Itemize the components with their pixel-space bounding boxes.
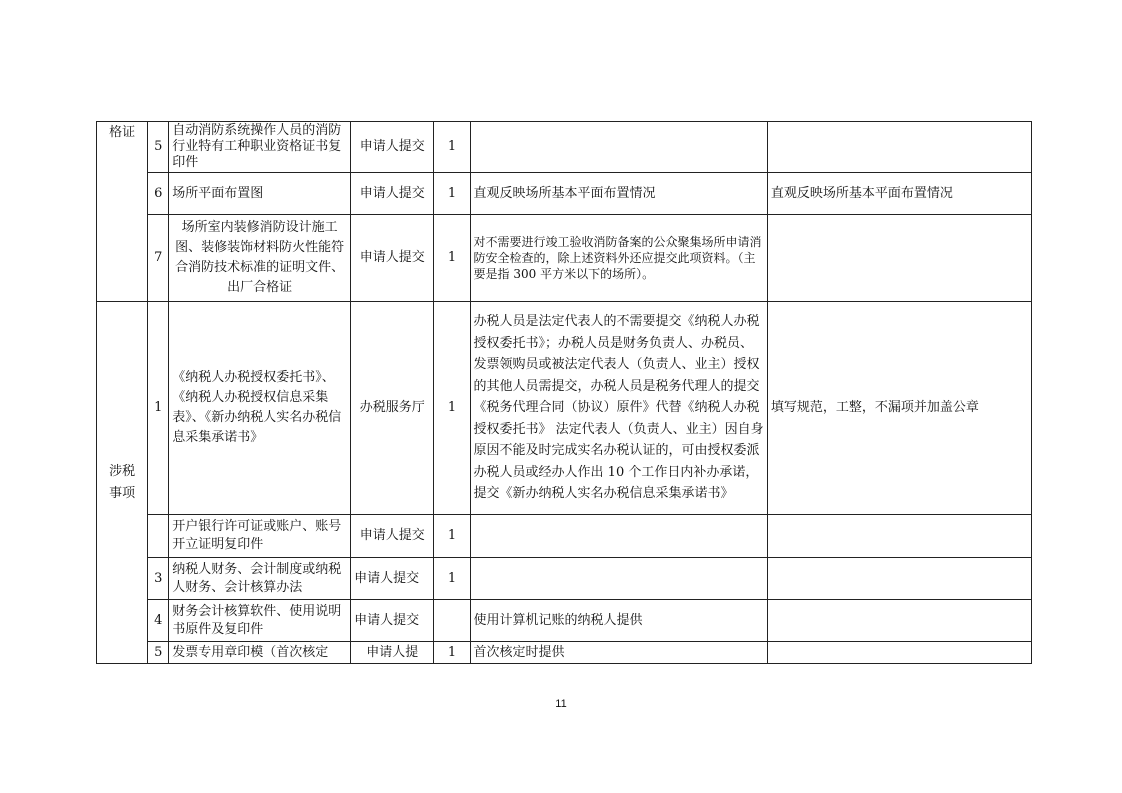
page-number: 11 [555, 698, 567, 710]
table-row [97, 558, 1032, 600]
material-requirement [767, 558, 1031, 600]
row-number: 6 [148, 173, 169, 215]
material-note [470, 515, 767, 558]
table-row [97, 173, 1032, 215]
material-requirement [767, 515, 1031, 558]
materials-table [96, 121, 1032, 664]
material-name: 场所室内装修消防设计施工图、装修装饰材料防火性能符合消防技术标准的证明文件、出厂合格证 [169, 215, 351, 302]
table-row [97, 600, 1032, 642]
material-name: 《纳税人办税授权委托书》、《纳税人办税授权信息采集表》、《新办纳税人实名办税信息采集承诺书》 [169, 302, 351, 515]
row-number: 5 [148, 122, 169, 173]
table-row [97, 302, 1032, 515]
material-name: 财务会计核算软件、使用说明书原件及复印件 [169, 600, 351, 642]
material-note: 办税人员是法定代表人的不需要提交《纳税人办税授权委托书》；办税人员是财务负责人、办税员、发票领购员或被法定代表人（负责人、业主）授权的其他人员需提交，办税人员是税务代理人的提交《税务代理合同（协议）原件》代替《纳税人办税授权委托书》 法定代表人（负责人、业主）因自身原因不能及时完成实名办税认证的，可由授权委派办税人员或经办人作出 10 个工作日内补办承诺，提交《新办纳税人实名办税信息采集承诺书》 [470, 302, 767, 515]
copy-count: 1 [434, 302, 470, 515]
copy-count: 1 [434, 173, 470, 215]
material-requirement [767, 122, 1031, 173]
row-number: 5 [148, 642, 169, 664]
material-name: 自动消防系统操作人员的消防行业特有工种职业资格证书复印件 [169, 122, 351, 173]
material-name: 场所平面布置图 [169, 173, 351, 215]
table-row [97, 642, 1032, 664]
table-row [97, 122, 1032, 173]
table-row [97, 515, 1032, 558]
table-row [97, 215, 1032, 302]
material-source: 申请人提 [351, 642, 434, 664]
copy-count: 1 [434, 642, 470, 664]
copy-count: 1 [434, 558, 470, 600]
row-number: 1 [148, 302, 169, 515]
row-number: 4 [148, 600, 169, 642]
material-requirement: 直观反映场所基本平面布置情况 [767, 173, 1031, 215]
material-note: 直观反映场所基本平面布置情况 [470, 173, 767, 215]
copy-count: 1 [434, 215, 470, 302]
material-note: 使用计算机记账的纳税人提供 [470, 600, 767, 642]
material-source: 办税服务厅 [351, 302, 434, 515]
material-source: 申请人提交 [351, 515, 434, 558]
row-number [148, 515, 169, 558]
row-number: 3 [148, 558, 169, 600]
material-name: 纳税人财务、会计制度或纳税人财务、会计核算办法 [169, 558, 351, 600]
category-cell [97, 302, 148, 664]
category-cell [97, 122, 148, 302]
material-name: 开户银行许可证或账户、账号开立证明复印件 [169, 515, 351, 558]
category-label: 格证 [109, 125, 136, 140]
material-requirement [767, 600, 1031, 642]
material-source: 申请人提交 [351, 173, 434, 215]
material-source: 申请人提交 [351, 215, 434, 302]
material-requirement [767, 642, 1031, 664]
material-requirement: 填写规范，工整，不漏项并加盖公章 [767, 302, 1031, 515]
material-source: 申请人提交 [351, 122, 434, 173]
material-name: 发票专用章印模（首次核定 [169, 642, 351, 664]
material-source: 申请人提交 [351, 558, 434, 600]
material-requirement [767, 215, 1031, 302]
material-note: 首次核定时提供 [470, 642, 767, 664]
material-source: 申请人提交 [351, 600, 434, 642]
copy-count: 1 [434, 515, 470, 558]
row-number: 7 [148, 215, 169, 302]
material-note: 对不需要进行竣工验收消防备案的公众聚集场所申请消防安全检查的，除上述资料外还应提交此项资料。（主要是指 300 平方米以下的场所）。 [470, 215, 767, 302]
material-note [470, 558, 767, 600]
copy-count [434, 600, 470, 642]
category-label: 涉税事项 [109, 463, 136, 501]
copy-count: 1 [434, 122, 470, 173]
material-note [470, 122, 767, 173]
